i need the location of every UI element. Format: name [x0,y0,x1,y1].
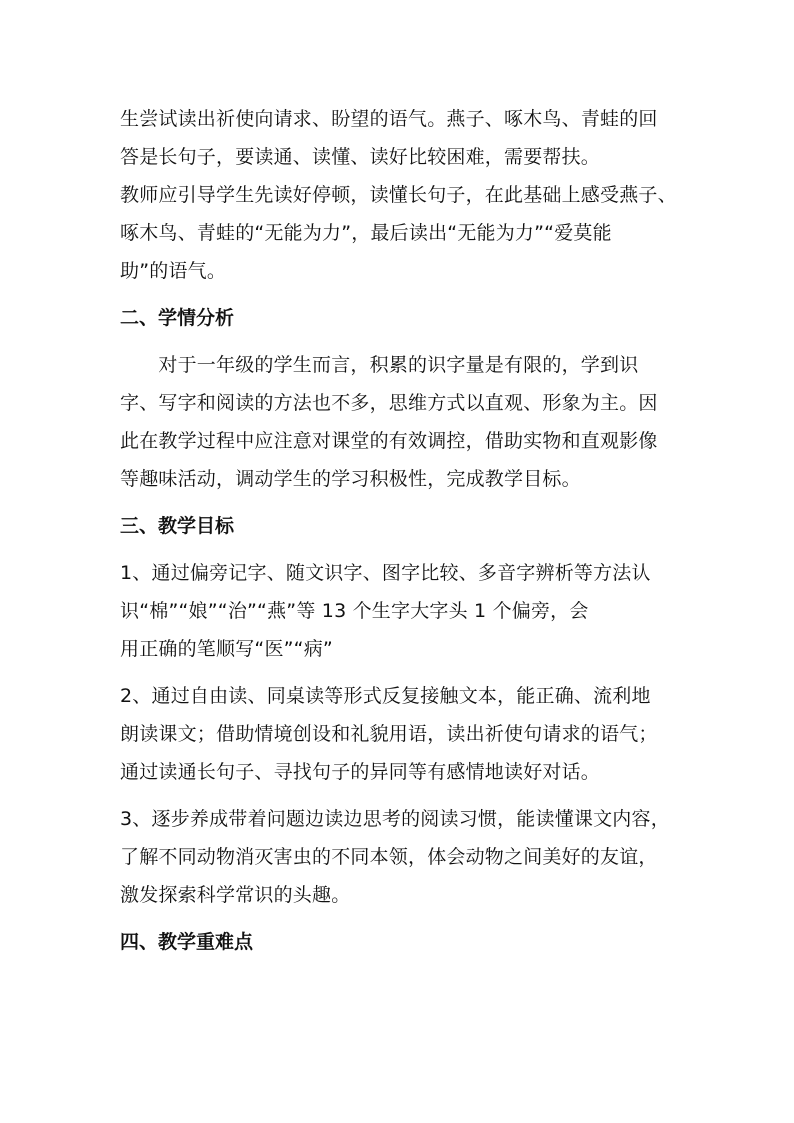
goal-1-line-3: 用正确的笔顺写“医”“病” [120,638,333,660]
goal-2-line-2: 朗读课文；借助情境创设和礼貌用语，读出祈使句请求的语气； [120,723,658,745]
goal-1-line-2: 识“棉”“娘”“治”“燕”等 13 个生字大字头 1 个偏旁，会 [120,600,589,622]
learning-analysis-line-2: 字、写字和阅读的方法也不多，思维方式以直观、形象为主。因 [120,392,658,414]
document-body [120,100,680,970]
goal-2-line-3: 通过读通长句子、寻找句子的异同等有感情地读好对话。 [120,761,601,783]
learning-analysis-line-4: 等趣味活动，调动学生的学习积极性，完成教学目标。 [120,468,581,490]
learning-analysis-line-1: 对于一年级的学生而言，积累的识字量是有限的，学到识 [120,354,639,376]
intro-line-5: 助”的语气。 [120,260,227,282]
intro-line-3: 教师应引导学生先读好停顿，读懂长句子，在此基础上感受燕子、 [120,184,677,206]
learning-analysis-line-3: 此在教学过程中应注意对课堂的有效调控，借助实物和直观影像 [120,430,658,452]
goal-3-line-2: 了解不同动物消灭害虫的不同本领，体会动物之间美好的友谊， [120,846,658,868]
intro-line-2: 答是长句子，要读通、读懂、读好比较困难，需要帮扶。 [120,146,601,168]
section-heading-learning-analysis: 二、学情分析 [120,307,235,329]
goal-1-line-1: 1、通过偏旁记字、随文识字、图字比较、多音字辨析等方法认 [120,562,651,584]
goal-3-line-1: 3、逐步养成带着问题边读边思考的阅读习惯，能读懂课文内容， [120,808,670,830]
goal-3-line-3: 激发探索科学常识的头趣。 [120,884,351,906]
goal-2-line-1: 2、通过自由读、同桌读等形式反复接触文本，能正确、流利地 [120,685,651,707]
intro-line-1: 生尝试读出祈使向请求、盼望的语气。燕子、啄木鸟、青蛙的回 [120,108,658,130]
intro-line-4: 啄木鸟、青蛙的“无能为力”，最后读出“无能为力”“爱莫能 [120,222,612,244]
section-heading-teaching-goals: 三、教学目标 [120,515,235,537]
section-heading-key-difficulties: 四、教学重难点 [120,931,254,953]
